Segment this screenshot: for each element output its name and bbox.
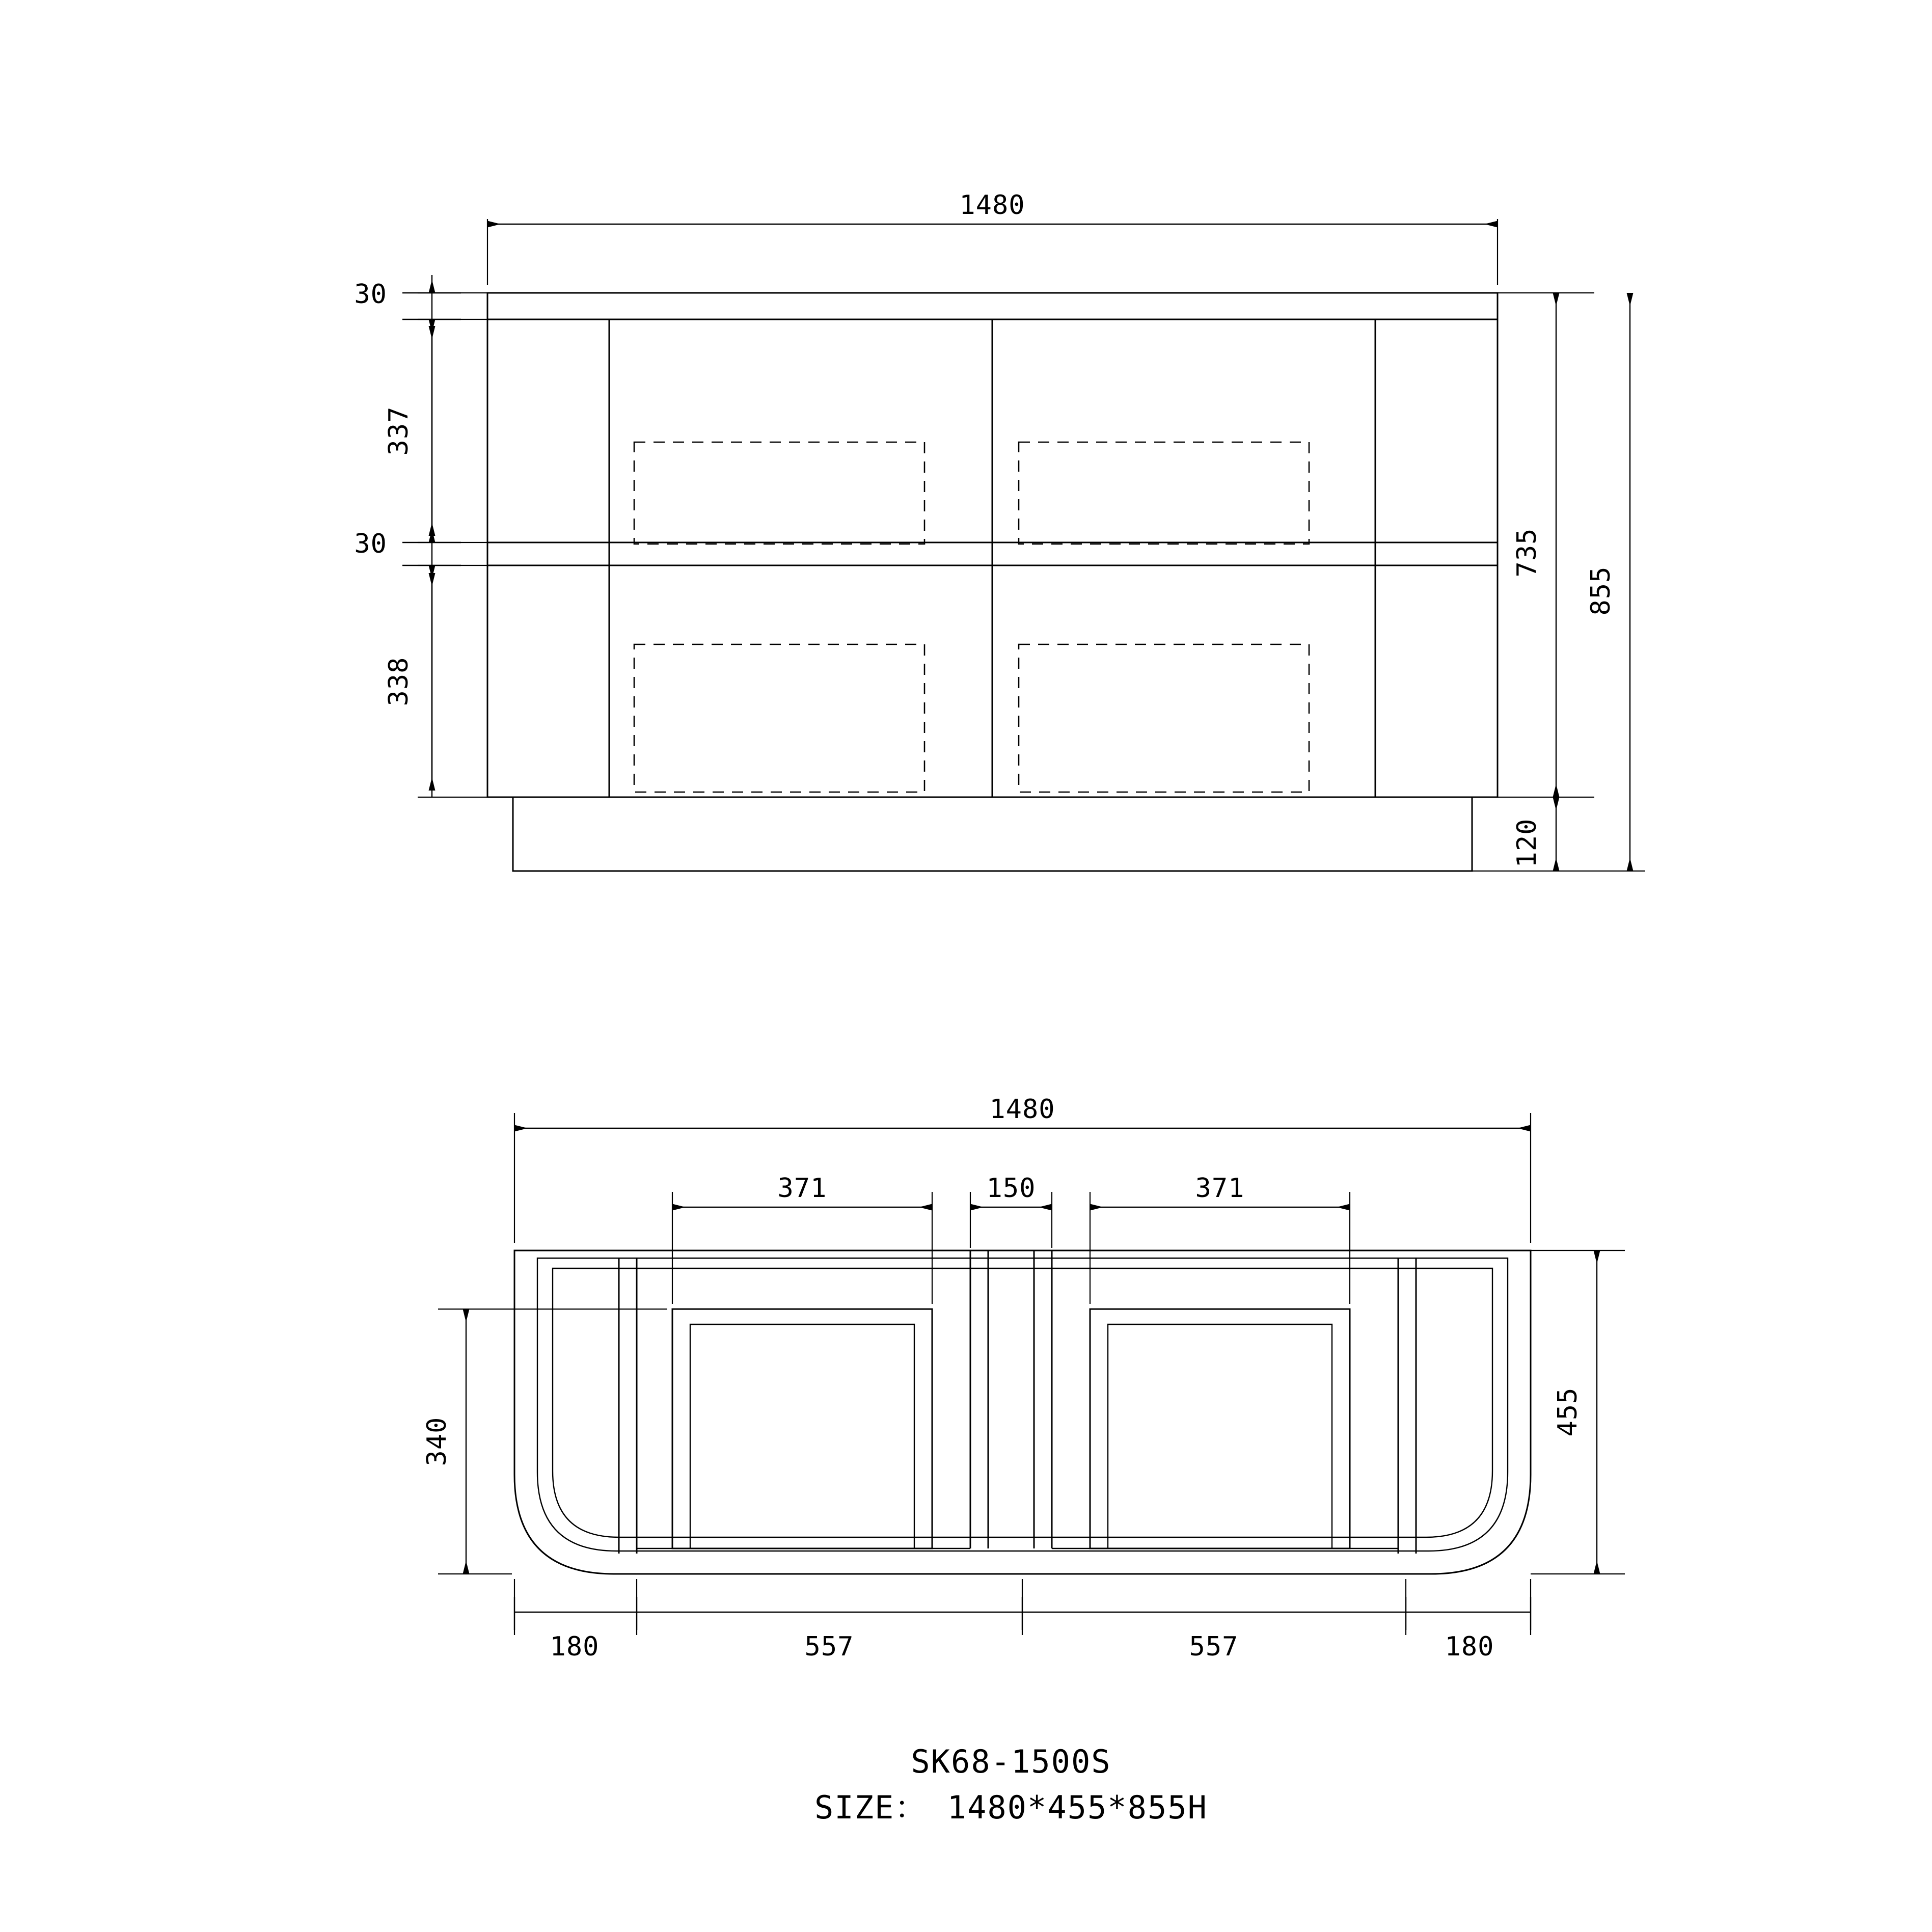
dim-plan-depth-inner-label: 340 [422,1417,452,1466]
dim-front-upper-drawer-label: 337 [384,406,414,456]
size-label: SIZE： 1480*455*855H [814,1789,1208,1826]
dim-plan-inner-depth [422,1309,667,1574]
model-code-label: SK68-1500S [911,1743,1111,1780]
dim-front-plinth-height-label: 120 [1512,818,1542,868]
dim-plan-overall-depth-label: 455 [1553,1387,1583,1437]
dim-front-top-gap-label: 30 [354,279,387,310]
dim-plan-left-panel-label: 371 [777,1173,827,1204]
dim-plan-left-radius-label: 180 [550,1631,600,1662]
dim-plan-bottom-chain [514,1579,1531,1662]
dim-plan-right-panel-label: 371 [1195,1173,1245,1204]
dim-plan-right-radius-label: 180 [1445,1631,1494,1662]
front-elevation-geometry [487,293,1498,871]
plan-view-geometry [514,1250,1531,1574]
dim-front-middle-gap-label: 30 [354,529,387,559]
dim-front-lower-drawer-label: 338 [384,657,414,706]
dim-plan-width-label: 1480 [989,1094,1055,1125]
dim-front-width-label: 1480 [959,190,1025,221]
dim-front-left-stack [354,275,513,797]
dim-front-overall-height-label: 855 [1586,566,1616,616]
dim-plan-top-segments [672,1173,1350,1304]
dim-plan-right-section-label: 557 [1189,1631,1239,1662]
dim-front-body-height-label: 735 [1512,528,1542,578]
dim-plan-overall-width [514,1094,1531,1243]
dim-plan-left-section-label: 557 [804,1631,854,1662]
dim-plan-center-gap-label: 150 [986,1173,1036,1204]
dim-plan-overall-depth [1531,1250,1625,1574]
title-block [814,1743,1208,1826]
dim-front-overall-width [487,190,1498,285]
